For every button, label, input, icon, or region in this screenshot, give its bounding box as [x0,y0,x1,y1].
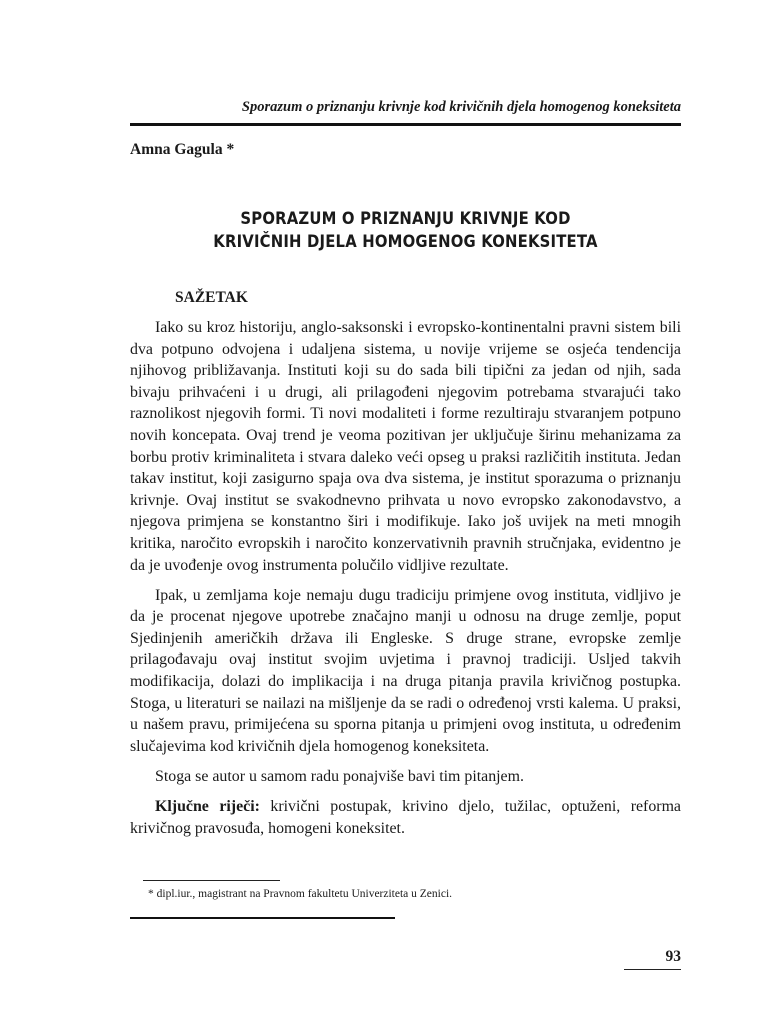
abstract-paragraph-2: Ipak, u zemljama koje nemaju dugu tradiciju primjene ovog instituta, vidljivo je da je procenat njegove upotrebe značajno manji u odnosu na druge zemlje, poput Sjedinjenih američkih država ili Engleske. S druge strane, evropske zemlje prilagođavaju ovaj institut svojim uvjetima i pravnoj tradiciji. Usljed takvih modifikacija, dolazi do implikacija i na druga pitanja pravila krivičnog postupka. Stoga, u literaturi se nailazi na mišljenje da se radi o određenoj vrsti kalema. U praksi, u našem pravu, primijećena su sporna pitanja u primjeni ovog instituta, u određenim slučajevima kod krivičnih djela homogenog koneksiteta. [130,586,681,755]
author-name: Amna Gagula * [130,141,235,158]
article-title-line-1: SPORAZUM O PRIZNANJU KRIVNJE KOD [240,209,571,228]
abstract-body [130,317,681,848]
abstract-paragraph-1: Iako su kroz historiju, anglo-saksonski i evropsko-kontinentalni pravni sistem bili dva potpuno odvojena i udaljena sistema, u novije vrijeme se osjeća tendencija njihovog približavanja. Instituti koji su do sada bili tipični za jedan od njih, sada bivaju prihvaćeni i u drugi, ali prilagođeni njegovim potrebama stvarajući tako raznolikost njegovih formi. Ti novi modaliteti i forme rezultiraju stvaranjem potpuno novih koncepata. Ovaj trend je veoma pozitivan jer uključuje širinu mehanizama za borbu protiv kriminaliteta i stvara daleko veći opseg u praksi različitih instituta. Jedan takav institut, koji zasigurno spaja ova dva sistema, je institut sporazuma o priznanju krivnje. Ovaj institut se svakodnevno prihvata u novo evropsko zakonodavstvo, a njegova primjena se konstantno širi i modifikuje. Iako još uvijek na meti mnogih kritika, naročito evropskih i naročito konzervativnih pravnih stručnjaka, evidentno je da je uvođenje ovog instrumenta polučilo vidljive rezultate. [130,319,681,574]
footnote-rule [143,880,280,881]
header-rule [130,123,681,126]
article-title-line-2: KRIVIČNIH DJELA HOMOGENOG KONEKSITETA [213,232,598,251]
bottom-rule [130,917,395,919]
running-header: Sporazum o priznanju krivnje kod krivičnih djela homogenog koneksiteta [241,99,681,115]
keywords-text: krivični postupak, krivino djelo, tužilac, optuženi, reforma krivičnog pravosuđa, homogeni koneksitet. [130,797,681,837]
article-title [158,207,654,253]
page-number-rule [624,969,681,970]
abstract-heading: SAŽETAK [175,289,248,306]
keywords-label: Ključne riječi: [155,797,260,815]
page-number: 93 [665,948,681,965]
abstract-paragraph-3: Stoga se autor u samom radu ponajviše bavi tim pitanjem. [155,767,524,785]
footnote: * dipl.iur., magistrant na Pravnom fakultetu Univerziteta u Zenici. [148,888,453,900]
keywords [130,796,681,839]
